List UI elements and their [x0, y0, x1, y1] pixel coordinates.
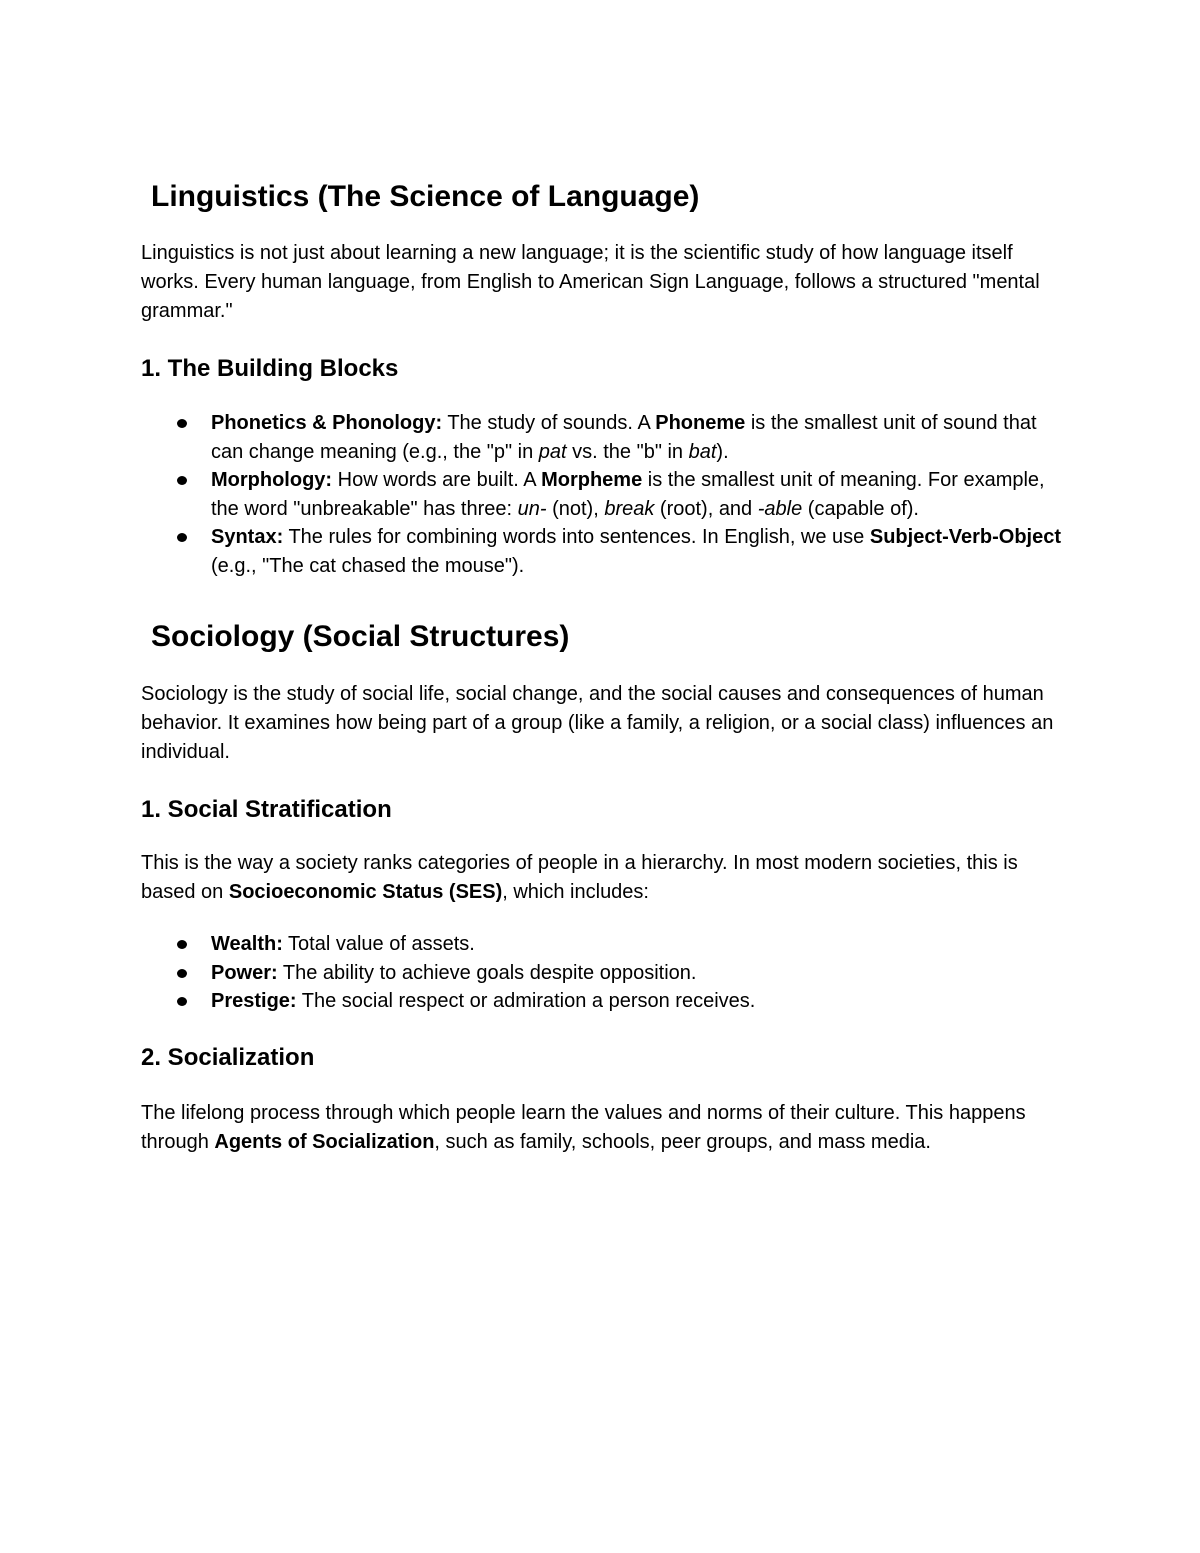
- phonetics-text-2: is the smallest unit of sound that can change meaning (e.g., the "p" in: [211, 412, 1037, 463]
- bullet-icon: [177, 940, 187, 949]
- bullet-icon: [177, 533, 187, 542]
- example-able: -able: [757, 497, 803, 520]
- linguistics-title: Linguistics (The Science of Language): [151, 180, 700, 213]
- sociology-title: Sociology (Social Structures): [151, 620, 570, 653]
- example-un: un-: [517, 497, 547, 520]
- list-item-wealth: [141, 930, 1061, 959]
- phonetics-text-4: ).: [716, 440, 729, 463]
- morpheme-term: Morpheme: [541, 469, 643, 491]
- sociology-intro: Sociology is the study of social life, social change, and the social causes and consequences of human behavior. It examines how being part of a group (like a family, a religion, or a social class) influences an individual.: [141, 683, 1054, 763]
- example-bat: bat: [688, 440, 717, 463]
- phoneme-term: Phoneme: [655, 412, 746, 434]
- morphology-text-2: is the smallest unit of meaning. For example, the word "unbreakable" has three:: [211, 469, 1045, 520]
- list-item-syntax: [141, 523, 1061, 580]
- term-syntax: Syntax:: [211, 526, 284, 548]
- morphology-text-1: How words are built. A: [332, 469, 542, 491]
- ses-term: Socioeconomic Status (SES): [228, 881, 503, 903]
- svo-term: Subject-Verb-Object: [869, 526, 1062, 548]
- phonetics-text-3: vs. the "b" in: [566, 440, 689, 463]
- term-morphology: Morphology:: [211, 469, 333, 491]
- bullet-icon: [177, 419, 187, 428]
- list-item-morphology: [141, 466, 1061, 523]
- morphology-text-4: (root), and: [654, 497, 758, 520]
- stratification-text-2: , which includes:: [502, 881, 649, 903]
- building-blocks-list: [141, 409, 1061, 580]
- socialization-text-2: , such as family, schools, peer groups, and mass media.: [434, 1130, 931, 1153]
- bullet-icon: [177, 997, 187, 1006]
- list-item-phonetics: [141, 409, 1061, 466]
- wealth-text: Total value of assets.: [282, 933, 475, 955]
- phonetics-text-1: The study of sounds. A: [442, 412, 656, 434]
- syntax-text-2: (e.g., "The cat chased the mouse").: [211, 554, 525, 577]
- syntax-text-1: The rules for combining words into sentences. In English, we use: [283, 526, 870, 548]
- list-item-prestige: [141, 987, 1061, 1016]
- example-break: break: [604, 497, 655, 520]
- term-wealth: Wealth:: [211, 933, 283, 955]
- document-page: [141, 178, 1061, 1157]
- prestige-text: The social respect or admiration a person receives.: [296, 990, 756, 1012]
- morphology-text-3: (not),: [546, 497, 605, 520]
- power-text: The ability to achieve goals despite opposition.: [277, 961, 697, 984]
- bullet-icon: [177, 969, 187, 978]
- stratification-paragraph: [141, 849, 1061, 907]
- building-blocks-heading: 1. The Building Blocks: [141, 355, 399, 382]
- socialization-text-1: The lifelong process through which people learn the values and norms of their culture. This happens through: [141, 1101, 1026, 1153]
- stratification-text-1: This is the way a society ranks categories of people in a hierarchy. In most modern societies, this is based on: [141, 852, 1018, 903]
- agents-term: Agents of Socialization: [214, 1130, 435, 1153]
- list-item-power: [141, 959, 1061, 988]
- term-power: Power:: [211, 961, 278, 984]
- morphology-text-5: (capable of).: [802, 497, 919, 520]
- example-pat: pat: [538, 440, 567, 463]
- term-prestige: Prestige:: [211, 990, 297, 1012]
- socialization-heading: 2. Socialization: [141, 1043, 315, 1071]
- stratification-heading: 1. Social Stratification: [141, 796, 392, 823]
- term-phonetics: Phonetics & Phonology:: [211, 412, 443, 434]
- ses-list: [141, 930, 1061, 1016]
- bullet-icon: [177, 476, 187, 485]
- linguistics-intro: Linguistics is not just about learning a new language; it is the scientific study of how language itself works. Every human language, from English to American Sign Language, follows a structured "mental grammar.": [141, 242, 1040, 322]
- socialization-paragraph: [141, 1099, 1061, 1157]
